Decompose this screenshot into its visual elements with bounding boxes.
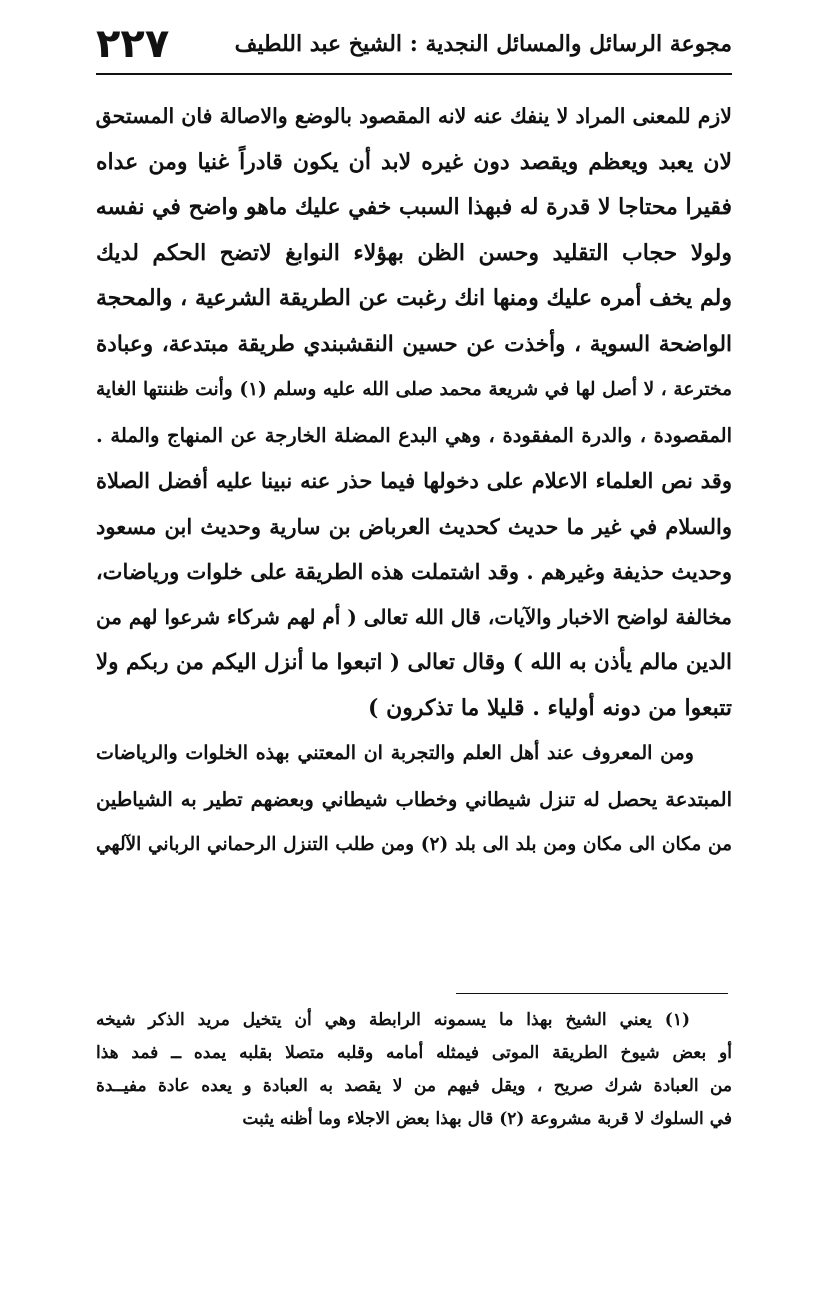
body-line: فقيرا محتاجا لا قدرة له فبهذا السبب خفي عليك ماهو واضح في نفسه [96, 194, 732, 220]
body-line: لان يعبد ويعظم ويقصد دون غيره لابد أن يكون قادراً غنيا ومن عداه [96, 148, 732, 175]
footnotes [96, 1004, 732, 1136]
body-line: ولم يخف أمره عليك ومنها انك رغبت عن الطريقة الشرعية ، والمحجة [96, 285, 732, 311]
body-line: والسلام في غير ما حديث كحديث العرباض بن سارية وحديث ابن مسعود [96, 513, 732, 539]
body-line: المبتدعة يحصل له تنزل شيطاني وخطاب شيطاني وبعضهم تطير به الشياطين [96, 787, 732, 811]
body-line: المقصودة ، والدرة المفقودة ، وهي البدع المضلة الخارجة عن المنهاج والملة . [96, 423, 732, 447]
body-line: الدين مالم يأذن به الله ) وقال تعالى ( اتبعوا ما أنزل اليكم من ربكم ولا [96, 650, 732, 675]
body-line: مخترعة ، لا أصل لها في شريعة محمد صلى الله عليه وسلم (١) وأنت ظننتها الغاية [96, 379, 732, 400]
body-line: وقد نص العلماء الاعلام على دخولها فيما حذر عنه نبينا عليه أفضل الصلاة [96, 468, 732, 493]
page-header [96, 18, 732, 70]
footnote-rule [456, 993, 728, 994]
footnote-line: في السلوك لا قربة مشروعة (٢) قال بهذا بعض الاجلاء وما أظنه يثبت [242, 1109, 732, 1129]
running-title: مجوعة الرسائل والمسائل النجدية : الشيخ عبد اللطيف [234, 31, 732, 57]
body-line: ومن المعروف عند أهل العلم والتجربة ان المعتني بهذه الخلوات والرياضات [96, 742, 694, 764]
body-line: ولولا حجاب التقليد وحسن الظن بهؤلاء النوابغ لاتضح الحكم لديك [96, 239, 732, 266]
footnote-line: (١) يعني الشيخ بهذا ما يسمونه الرابطة وهي أن يتخيل مريد الذكر شيخه [96, 1010, 690, 1030]
body-line: وحديث حذيفة وغيرهم . وقد اشتملت هذه الطريقة على خلوات ورياضات، [96, 559, 732, 584]
body-line: مخالفة لواضح الاخبار والآيات، قال الله تعالى ( أم لهم شركاء شرعوا لهم من [96, 604, 732, 629]
body-text [96, 94, 732, 868]
body-line: من مكان الى مكان ومن بلد الى بلد (٢) ومن طلب التنزل الرحماني الرباني الآلهي [96, 834, 732, 855]
page-number: ٢٢٧ [96, 21, 170, 67]
body-line: تتبعوا من دونه أولياء . قليلا ما تذكرون ) [368, 694, 732, 721]
footnote-line: أو بعض شيوخ الطريقة الموتى فيمثله أمامه وقلبه متصلا بقلبه يمده ــ فمد هذا [96, 1043, 732, 1063]
header-rule [96, 73, 732, 75]
body-line: الواضحة السوية ، وأخذت عن حسين النقشبندي طريقة مبتدعة، وعبادة [96, 331, 732, 357]
body-line: لازم للمعنى المراد لا ينفك عنه لانه المقصود بالوضع والاصالة فان المستحق [96, 104, 732, 128]
footnote-line: من العبادة شرك صريح ، ويقل فيهم من لا يقصد به العبادة و يعده عادة مفيــدة [96, 1076, 732, 1096]
